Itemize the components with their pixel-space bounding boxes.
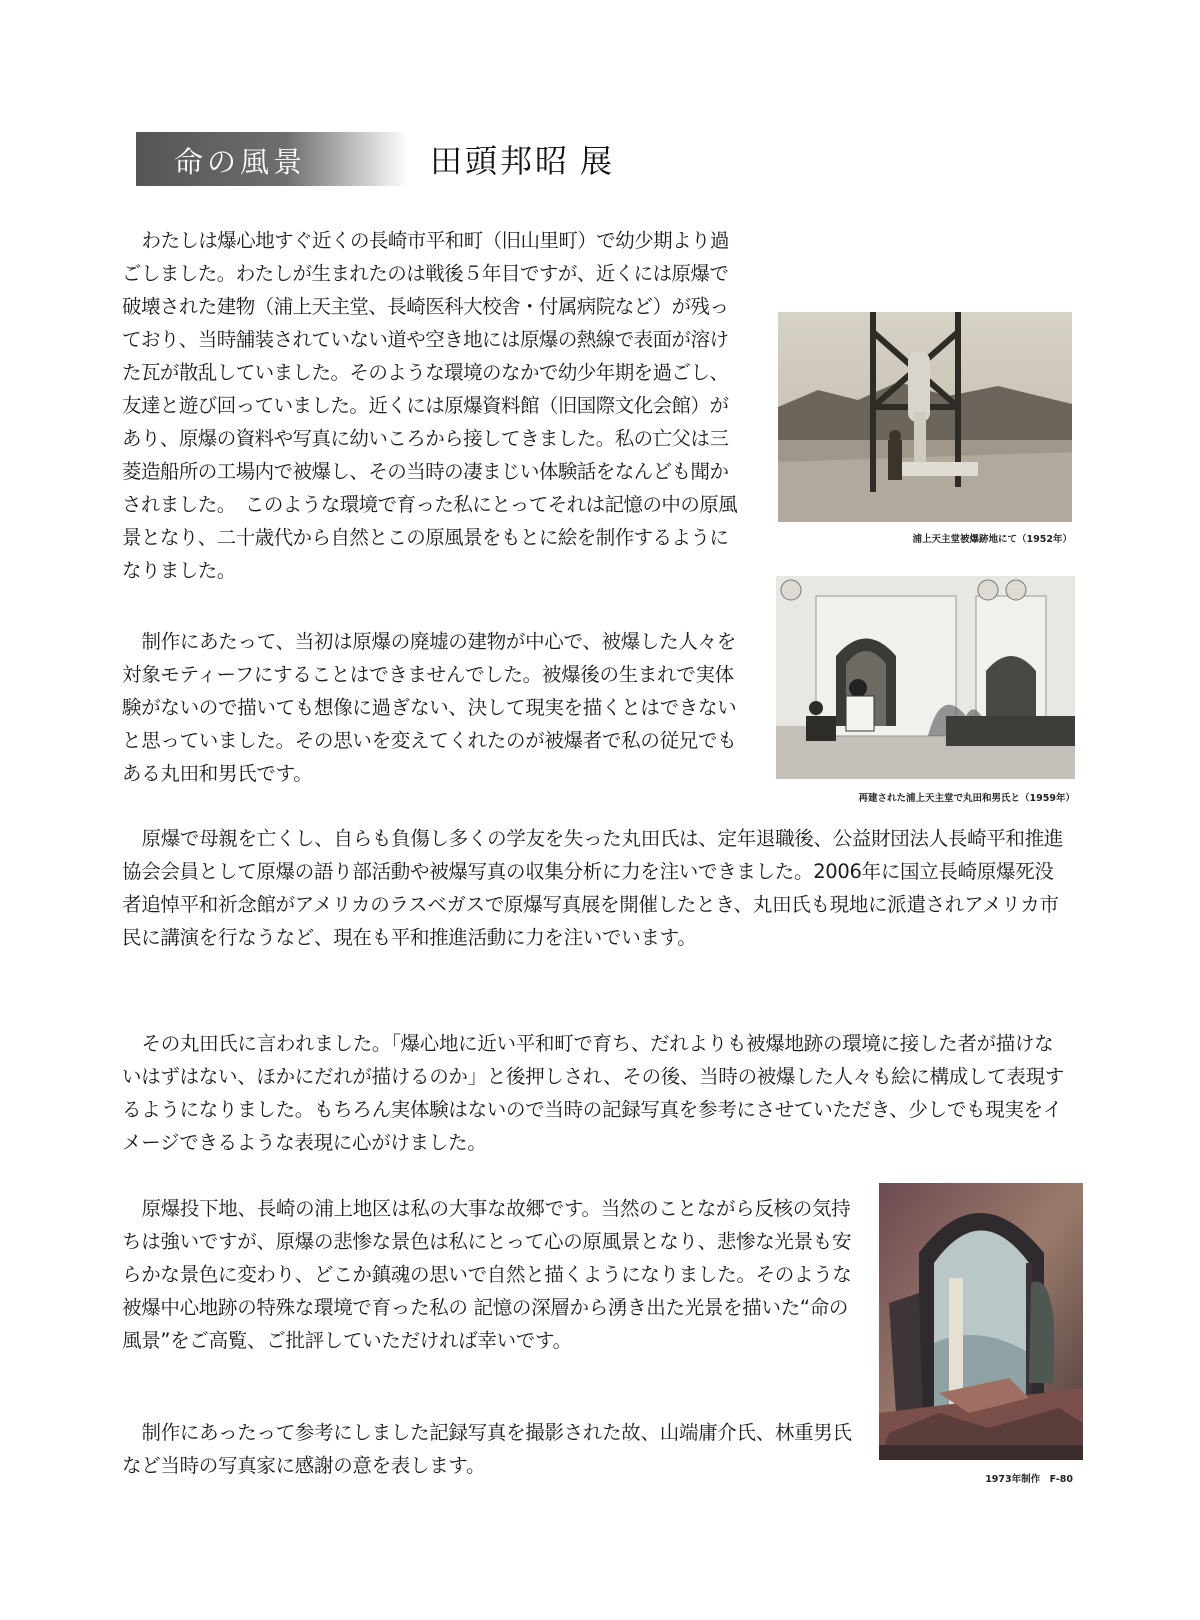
paragraph-4: その丸田氏に言われました。「爆心地に近い平和町で育ち、だれよりも被爆地跡の環境に接した者が描けないはずはない、ほかにだれが描けるのか」と後押しされ、その後、当時の被爆した人々も絵に構成して表現するようになりました。もちろん実体験はないので当時の記録写真を参考にさせていただき、少しでも現実をイメージできるような表現に心がけました。 (122, 1032, 1064, 1154)
series-label: 命の風景 (174, 145, 307, 179)
paragraph-6: 制作にあったって参考にしました記録写真を撮影された故、山端庸介氏、林重男氏など当時の写真家に感謝の意を表します。 (122, 1421, 852, 1477)
paragraph-1: わたしは爆心地すぐ近くの長崎市平和町（旧山里町）で幼少期より過ごしました。わたしが生まれたのは戦後５年目ですが、近くには原爆で破壊された建物（浦上天主堂、長崎医科大校舎・付属病院など）が残っており、当時舗装されていない道や空き地には原爆の熱線で表面が溶けた瓦が散乱していました。そのような環境のなかで幼少年期を過ごし、友達と遊び回っていました。近くには原爆資料館（旧国際文化会館）があり、原爆の資料や写真に幼いころから接してきました。私の亡父は三菱造船所の工場内で被爆し、その当時の凄まじい体験話をなんども聞かされました。 このような環境で育った私にとってそれは記憶の中の原風景となり、二十歳代から自然とこの原風景をもとに絵を制作するようになりました。 (122, 229, 738, 582)
photo-2-caption: 再建された浦上天主堂で丸田和男氏と（1959年） (858, 793, 1075, 804)
paragraph-3: 原爆で母親を亡くし、自らも負傷し多くの学友を失った丸田氏は、定年退職後、公益財団法人長崎平和推進協会会員として原爆の語り部活動や被爆写真の収集分析に力を注いできました。2006年に国立長崎原爆死没者追悼平和祈念館がアメリカのラスベガスで原爆写真展を開催したとき、丸田氏も現地に派遣されアメリカ市民に講演を行なうなど、現在も平和推進活動に力を注いでいます。 (122, 827, 1064, 949)
paragraph-2: 制作にあたって、当初は原爆の廃墟の建物が中心で、被爆した人々を対象モティーフにすることはできませんでした。被爆後の生まれで実体験がないので描いても想像に過ぎない、決して現実を描くとはできないと思っていました。その思いを変えてくれたのが被爆者で私の従兄でもある丸田和男氏です。 (122, 630, 737, 785)
painting-1973 (879, 1183, 1083, 1460)
photo-cathedral-1959 (776, 576, 1075, 779)
page-title (430, 136, 615, 182)
photo-ruins-1952 (778, 312, 1072, 522)
series-label-badge (136, 132, 408, 186)
title-suffix: 展 (580, 142, 616, 180)
photo-1-caption: 浦上天主堂被爆跡地にて（1952年） (912, 534, 1072, 545)
artist-name: 田頭邦昭 (430, 142, 571, 180)
painting-caption: 1973年制作 F-80 (985, 1474, 1073, 1485)
paragraph-5: 原爆投下地、長崎の浦上地区は私の大事な故郷です。当然のことながら反核の気持ちは強いですが、原爆の悲惨な景色は私にとって心の原風景となり、悲惨な光景も安らかな景色に変わり、どこか鎮魂の思いで自然と描くようになりました。そのような被爆中心地跡の特殊な環境で育った私の 記憶の深層から湧き出た光景を描いた“命の風景”をご高覧、ご批評していただければ幸いです。 (122, 1197, 852, 1352)
